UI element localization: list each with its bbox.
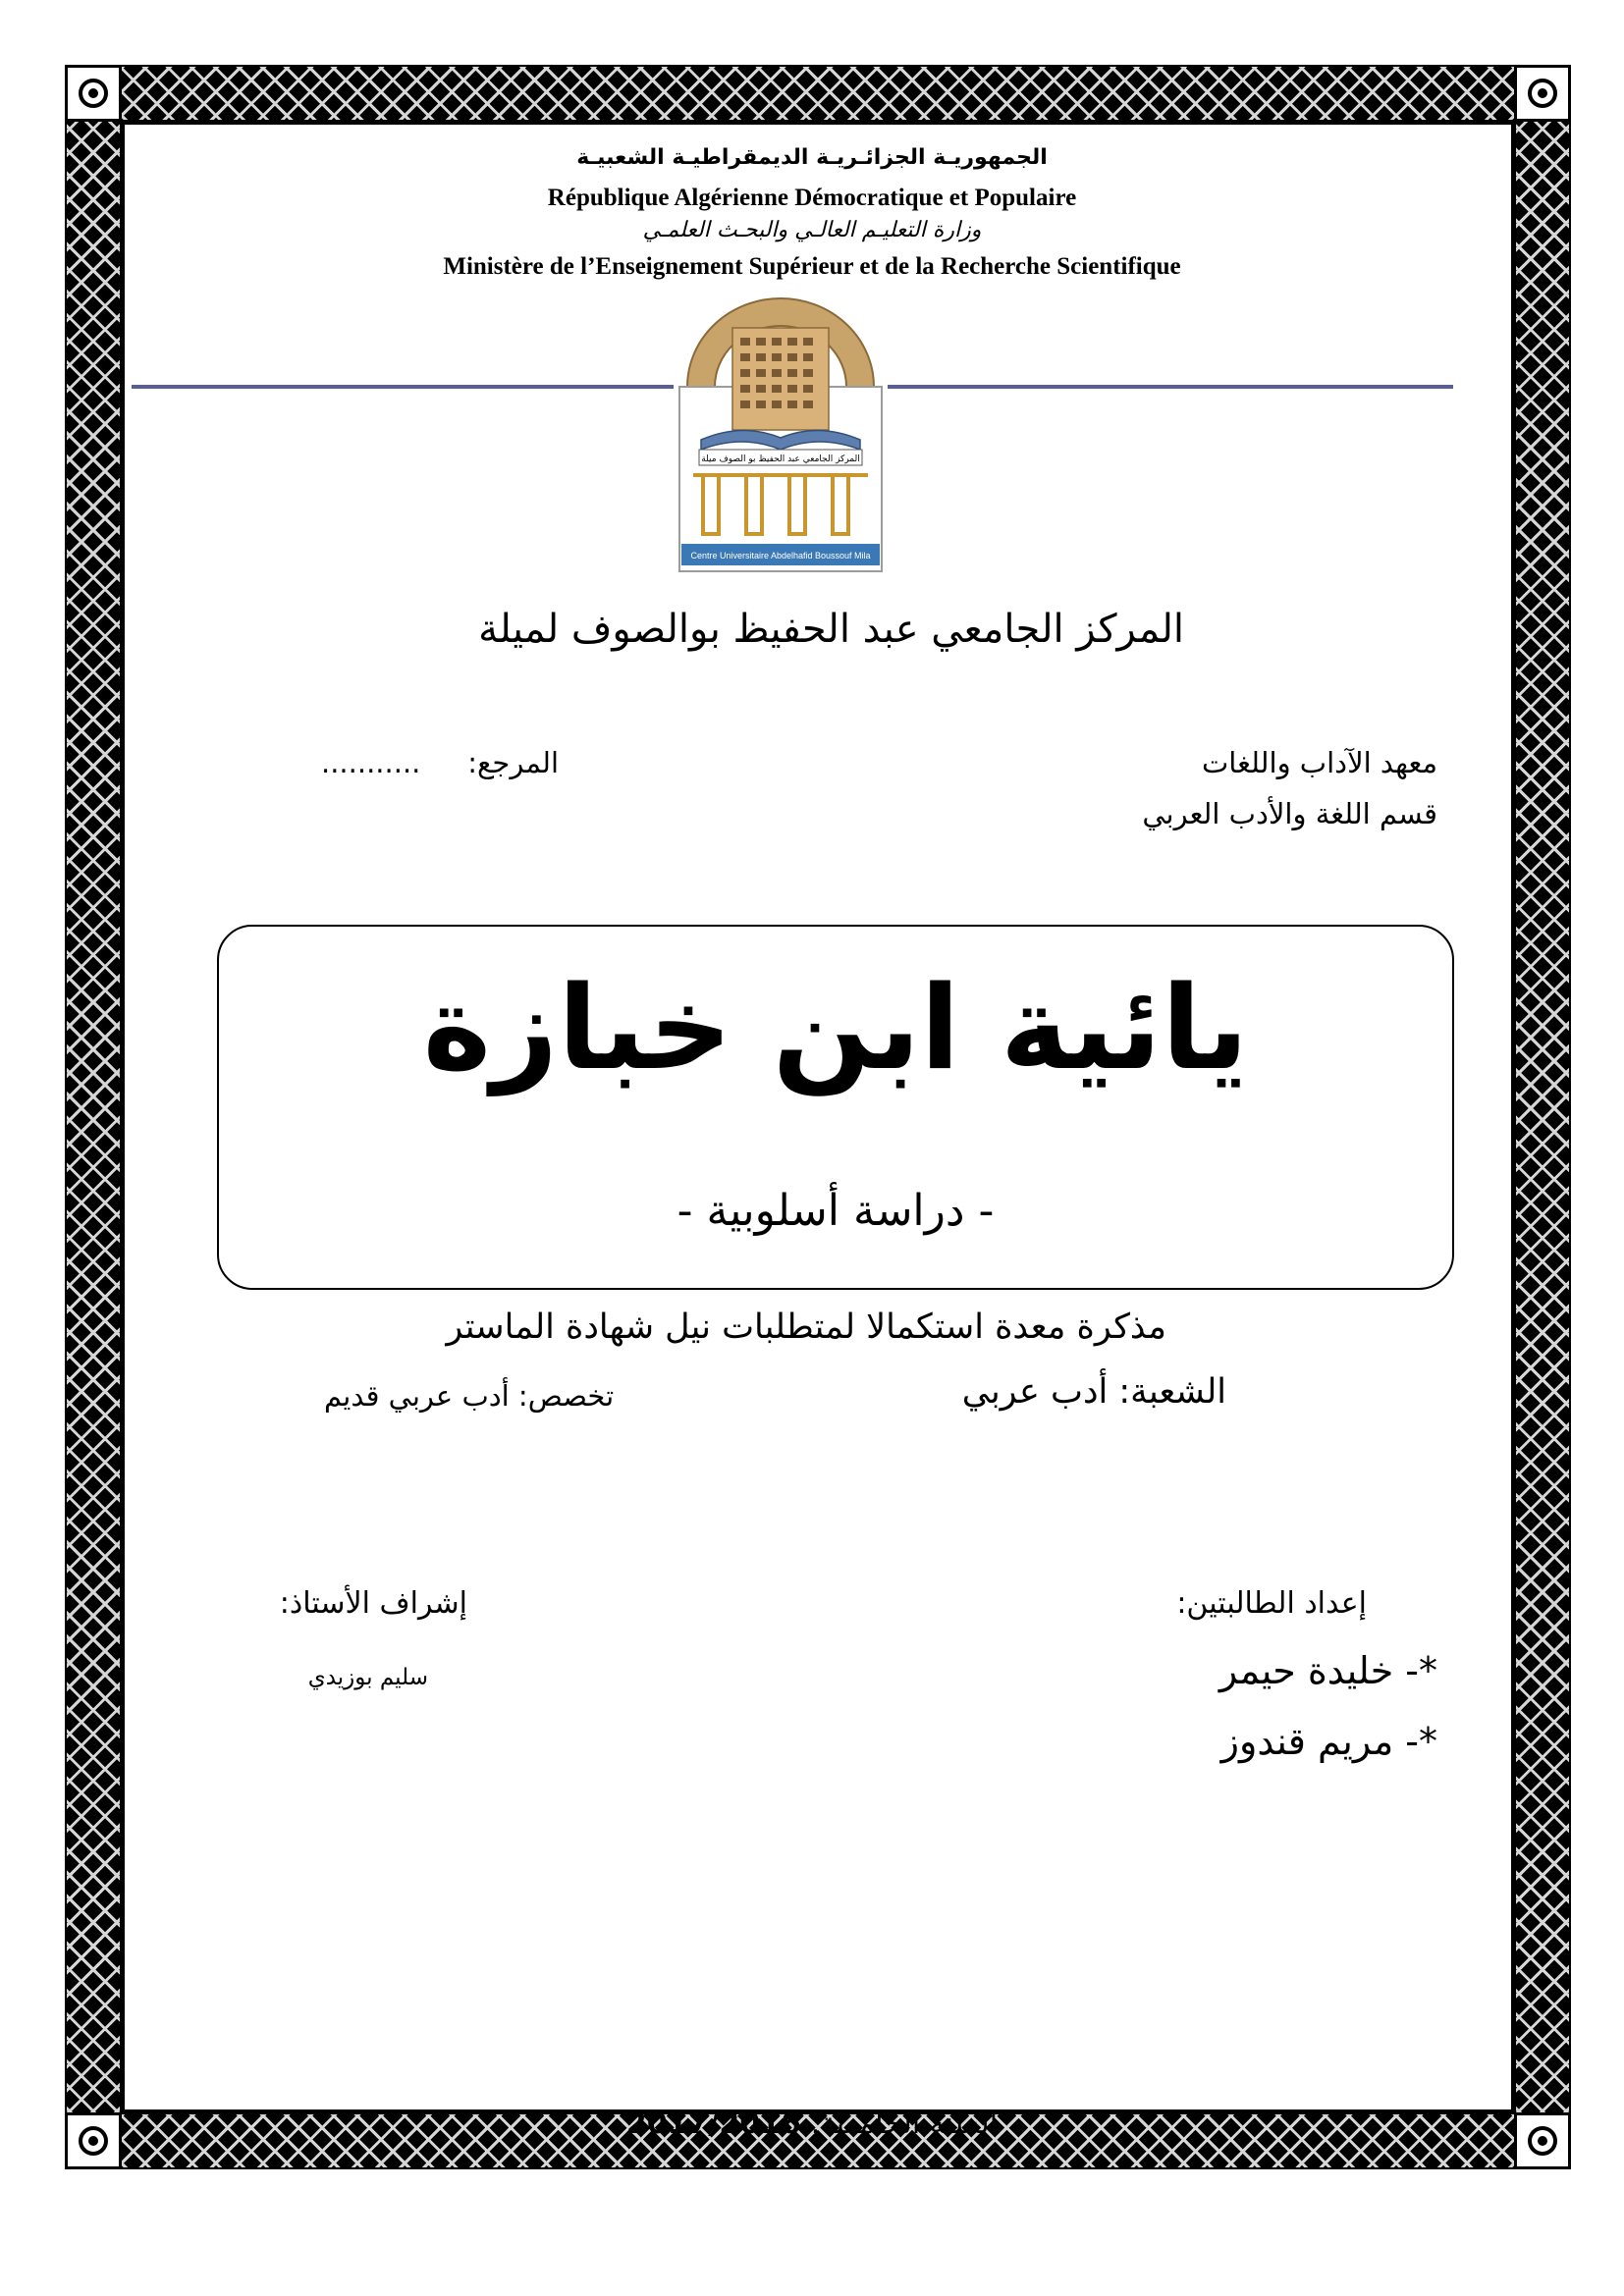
- supervision-label: إشراف الأستاذ:: [279, 1586, 467, 1621]
- logo-caption-arabic: المركز الجامعي عبد الحفيظ بو الصوف ميلة: [701, 454, 860, 464]
- student-name: *- خليدة حيمر: [1218, 1649, 1437, 1692]
- branch-field: الشعبة: أدب عربي: [961, 1372, 1226, 1412]
- reference-value: ...........: [321, 746, 421, 779]
- border-right: [1514, 65, 1571, 2169]
- republic-name-french: République Algérienne Démocratique et Populaire: [547, 185, 1077, 211]
- memo-description: مذكرة معدة استكمالا لمتطلبات نيل شهادة الماستر: [446, 1308, 1166, 1347]
- header-rule-right: [888, 385, 1453, 389]
- department-name: قسم اللغة والأدب العربي: [1142, 797, 1437, 830]
- preparation-label: إعداد الطالبتين:: [1176, 1586, 1367, 1621]
- thesis-subtitle: - دراسة أسلوبية -: [677, 1186, 995, 1236]
- border-left: [65, 65, 122, 2169]
- thesis-title: يائية ابن خبازة: [422, 960, 1249, 1095]
- logo-caption-french: Centre Universitaire Abdelhafid Boussouf Mila: [690, 551, 871, 561]
- supervisor-name: سليم بوزيدي: [307, 1665, 428, 1690]
- academic-year-label: السنة الجامعية:: [810, 2107, 999, 2141]
- reference-label: المرجع:: [467, 746, 559, 779]
- specialty-field: تخصص: أدب عربي قديم: [324, 1379, 615, 1413]
- institute-name: معهد الآداب واللغات: [1201, 746, 1437, 779]
- ministry-name-arabic: وزارة التعليـم العالـي والبحـث العلمـي: [642, 218, 982, 242]
- university-logo: [674, 293, 888, 577]
- header-rule-left: [132, 385, 674, 389]
- student-name: *- مريم قندوز: [1220, 1720, 1437, 1763]
- corner-ornament-icon: [65, 65, 122, 122]
- academic-year-value: 2017/2016: [625, 2107, 801, 2141]
- republic-name-arabic: الجمهوريـة الجزائـريـة الديمقراطيـة الشعبيـة: [576, 145, 1048, 170]
- ministry-name-french: Ministère de l’Enseignement Supérieur et de la Recherche Scientifique: [443, 253, 1181, 280]
- border-top: [65, 65, 1571, 122]
- corner-ornament-icon: [1514, 65, 1571, 122]
- university-center-name: المركز الجامعي عبد الحفيظ بوالصوف لميلة: [478, 607, 1184, 652]
- academic-year: [0, 2107, 1624, 2141]
